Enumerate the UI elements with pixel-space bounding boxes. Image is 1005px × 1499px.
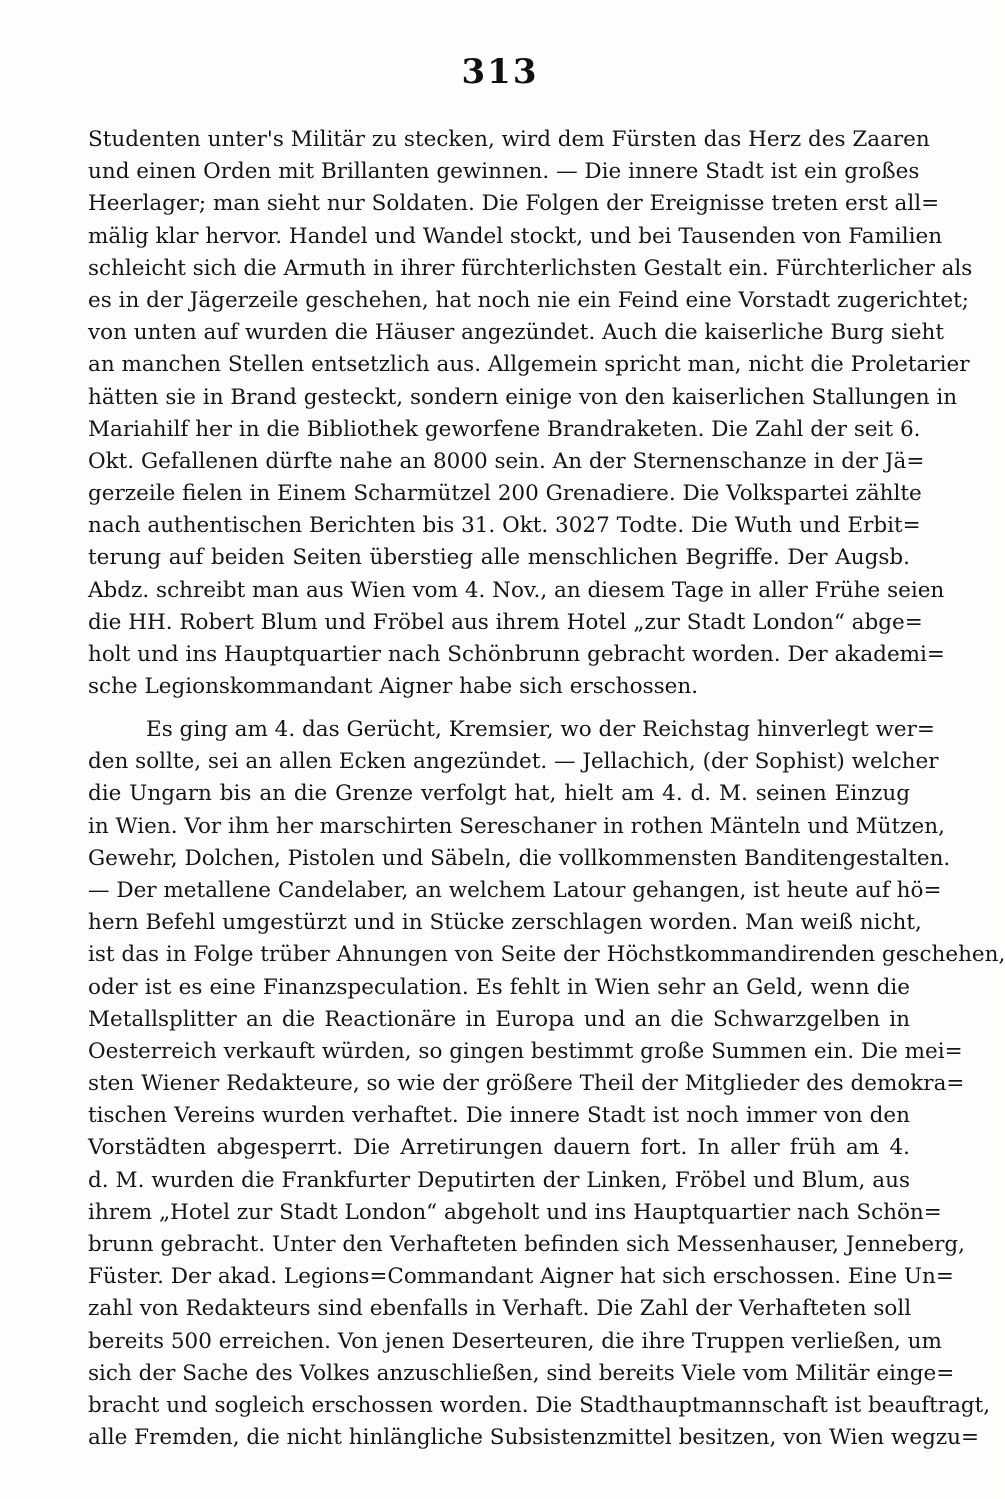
text-line: die Ungarn bis an die Grenze verfolgt hat, hielt am 4. d. M. seinen Einzug [88,781,910,807]
text-line: terung auf beiden Seiten überstieg alle menschlichen Begriffe. Der Augsb. [88,545,910,571]
text-line: Okt. Gefallenen dürfte nahe an 8000 sein. An der Sternenschanze in der Jä= [88,448,925,474]
text-line: sich der Sache des Volkes anzuschließen, sind bereits Viele vom Militär einge= [88,1360,955,1386]
text-line: oder ist es eine Finanzspeculation. Es fehlt in Wien sehr an Geld, wenn die [88,974,910,1000]
text-line: Vorstädten abgesperrt. Die Arretirungen dauern fort. In aller früh am 4. [88,1135,910,1161]
text-line: holt und ins Hauptquartier nach Schönbrunn gebracht worden. Der akademi= [88,642,945,667]
text-line: Studenten unter's Militär zu stecken, wird dem Fürsten das Herz des Zaaren [88,127,930,152]
text-line: die HH. Robert Blum und Fröbel aus ihrem Hotel „zur Stadt London“ abge= [88,609,923,635]
text-line: brunn gebracht. Unter den Verhafteten befinden sich Messenhauser, Jenneberg, [88,1232,965,1257]
text-line: an manchen Stellen entsetzlich aus. Allgemein spricht man, nicht die Proletarier [88,352,970,378]
paragraph-1 [88,124,973,703]
text-line: ihrem „Hotel zur Stadt London“ abgeholt und ins Hauptquartier nach Schön= [88,1199,942,1225]
text-line: zahl von Redakteurs sind ebenfalls in Verhaft. Die Zahl der Verhafteten soll [88,1296,912,1322]
text-line: den sollte, sei an allen Ecken angezündet. — Jellachich, (der Sophist) welcher [88,749,939,775]
text-line: d. M. wurden die Frankfurter Deputirten der Linken, Fröbel und Blum, aus [88,1167,910,1193]
text-line: bracht und sogleich erschossen worden. Die Stadthauptmannschaft ist beauftragt, [88,1392,991,1418]
text-line: hern Befehl umgestürzt und in Stücke zerschlagen worden. Man weiß nicht, [88,910,922,936]
text-line: sten Wiener Redakteure, so wie der größere Theil der Mitglieder des demokra= [88,1071,965,1097]
text-line: Metallsplitter an die Reactionäre in Europa und an die Schwarzgelben in [88,1006,910,1032]
text-line: Abdz. schreibt man aus Wien vom 4. Nov., an diesem Tage in aller Frühe seien [88,577,945,603]
text-line: Mariahilf her in die Bibliothek geworfene Brandraketen. Die Zahl der seit 6. [88,416,921,442]
text-line: — Der metallene Candelaber, an welchem Latour gehangen, ist heute auf hö= [88,877,942,903]
page-number: 313 [461,52,539,92]
text-line: und einen Orden mit Brillanten gewinnen. — Die innere Stadt ist ein großes [88,159,920,185]
text-line: nach authentischen Berichten bis 31. Okt. 3027 Todte. Die Wuth und Erbit= [88,513,921,539]
text-line: Heerlager; man sieht nur Soldaten. Die Folgen der Ereignisse treten erst all= [88,191,940,217]
text-line: sche Legionskommandant Aigner habe sich erschossen. [88,674,699,700]
text-line: Gewehr, Dolchen, Pistolen und Säbeln, die vollkommensten Banditengestalten. [88,845,951,871]
text-line: hätten sie in Brand gesteckt, sondern einige von den kaiserlichen Stallungen in [88,384,958,410]
text-line: in Wien. Vor ihm her marschirten Sereschaner in rothen Mänteln und Mützen, [88,813,945,839]
text-line: mälig klar hervor. Handel und Wandel stockt, und bei Tausenden von Familien [88,223,943,249]
text-line: tischen Vereins wurden verhaftet. Die innere Stadt ist noch immer von den [88,1103,910,1129]
text-line: alle Fremden, die nicht hinlängliche Subsistenzmittel besitzen, von Wien wegzu= [88,1425,980,1451]
text-line: von unten auf wurden die Häuser angezündet. Auch die kaiserliche Burg sieht [88,320,945,346]
text-line: schleicht sich die Armuth in ihrer fürchterlichsten Gestalt ein. Fürchterlicher als [88,255,973,281]
text-line: gerzeile fielen in Einem Scharmützel 200 Grenadiere. Die Volkspartei zählte [88,481,922,507]
text-line: es in der Jägerzeile geschehen, hat noch nie ein Feind eine Vorstadt zugerichtet; [88,287,969,313]
text-line: Es ging am 4. das Gerücht, Kremsier, wo der Reichstag hinverlegt wer= [146,717,935,742]
paragraph-2 [88,714,1005,1454]
text-line: Füster. Der akad. Legions=Commandant Aigner hat sich erschossen. Eine Un= [88,1264,954,1290]
text-line: bereits 500 erreichen. Von jenen Deserteuren, die ihre Truppen verließen, um [88,1328,942,1354]
text-line: Oesterreich verkauft würden, so gingen bestimmt große Summen ein. Die mei= [88,1038,963,1064]
text-line: ist das in Folge trüber Ahnungen von Seite der Höchstkommandirenden geschehen, [88,942,1005,968]
